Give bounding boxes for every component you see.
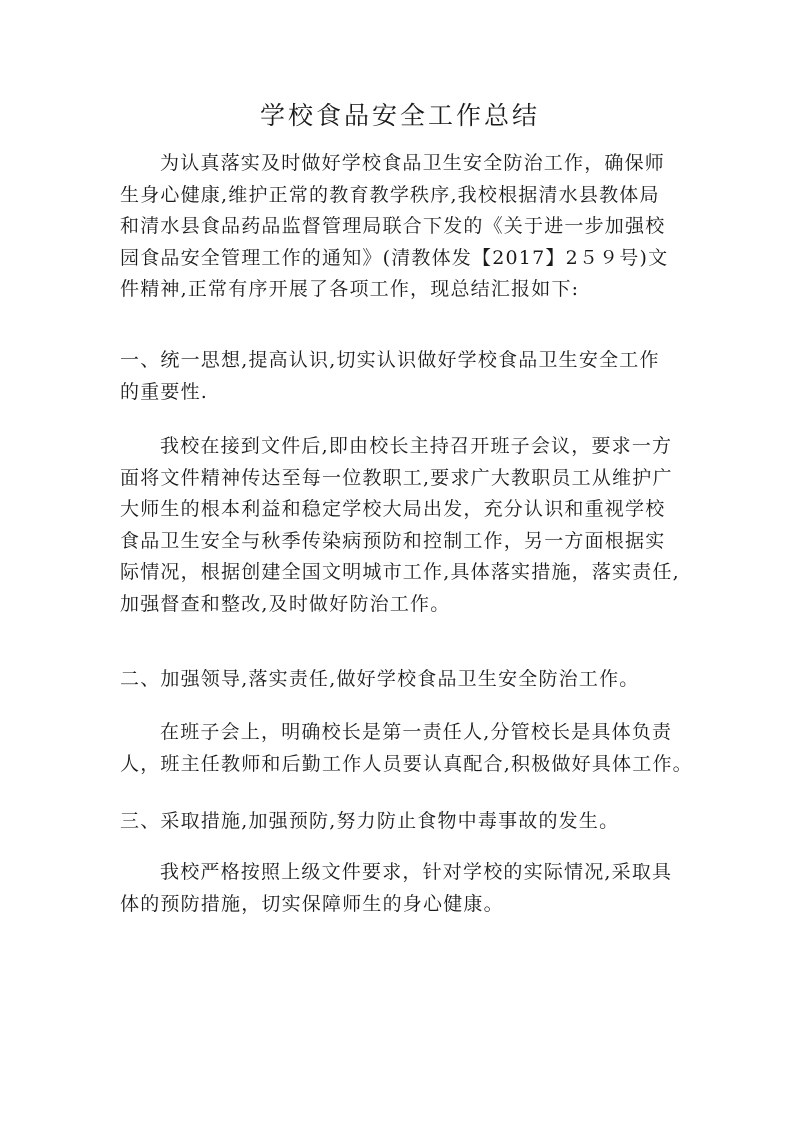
paragraph-section-1 (120, 431, 710, 620)
text-line: 体的预防措施，切实保障师生的身心健康。 (120, 892, 504, 915)
paragraph-section-3 (120, 857, 710, 920)
text-line: 际情况，根据创建全国文明城市工作,具体落实措施，落实责任, (120, 561, 680, 583)
text-line: 我校在接到文件后,即由校长主持召开班子会议，要求一方 (160, 435, 673, 457)
text-line: 加强督查和整改,及时做好防治工作。 (120, 592, 451, 615)
text-line: 园食品安全管理工作的通知》(清教体发【2017】2５９号)文 (120, 246, 669, 269)
text-line: 一、统一思想,提高认识,切实认识做好学校食品卫生安全工作 (120, 349, 660, 371)
text-line: 大师生的根本利益和稳定学校大局出发，充分认识和重视学校 (120, 498, 666, 520)
text-line: 三、采取措施,加强预防,努力防止食物中毒事故的发生。 (120, 810, 620, 832)
paragraph-section-2 (120, 717, 710, 780)
section-heading-1 (120, 345, 710, 408)
paragraph-intro (120, 148, 710, 306)
text-line: 我校严格按照上级文件要求，针对学校的实际情况,采取具 (160, 861, 673, 883)
text-line: 的重要性. (120, 380, 209, 403)
text-line: 和清水县食品药品监督管理局联合下发的《关于进一步加强校 (120, 215, 666, 237)
text-line: 人，班主任教师和后勤工作人员要认真配合,积极做好具体工作。 (120, 752, 693, 775)
section-heading-3 (120, 806, 710, 838)
text-line: 二、加强领导,落实责任,做好学校食品卫生安全防治工作。 (120, 668, 640, 690)
text-line: 在班子会上，明确校长是第一责任人,分管校长是具体负责 (160, 721, 673, 743)
text-line: 为认真落实及时做好学校食品卫生安全防治工作，确保师 (160, 152, 666, 174)
text-line: 食品卫生安全与秋季传染病预防和控制工作，另一方面根据实 (120, 529, 666, 552)
document-title: 学校食品安全工作总结 (259, 101, 540, 130)
text-line: 生身心健康,维护正常的教育教学秩序,我校根据清水县教体局 (120, 183, 660, 206)
text-line: 件精神,正常有序开展了各项工作，现总结汇报如下: (120, 278, 580, 300)
text-line: 面将文件精神传达至每一位教职工,要求广大教职员工从维护广 (120, 466, 673, 489)
section-heading-2 (120, 664, 710, 696)
